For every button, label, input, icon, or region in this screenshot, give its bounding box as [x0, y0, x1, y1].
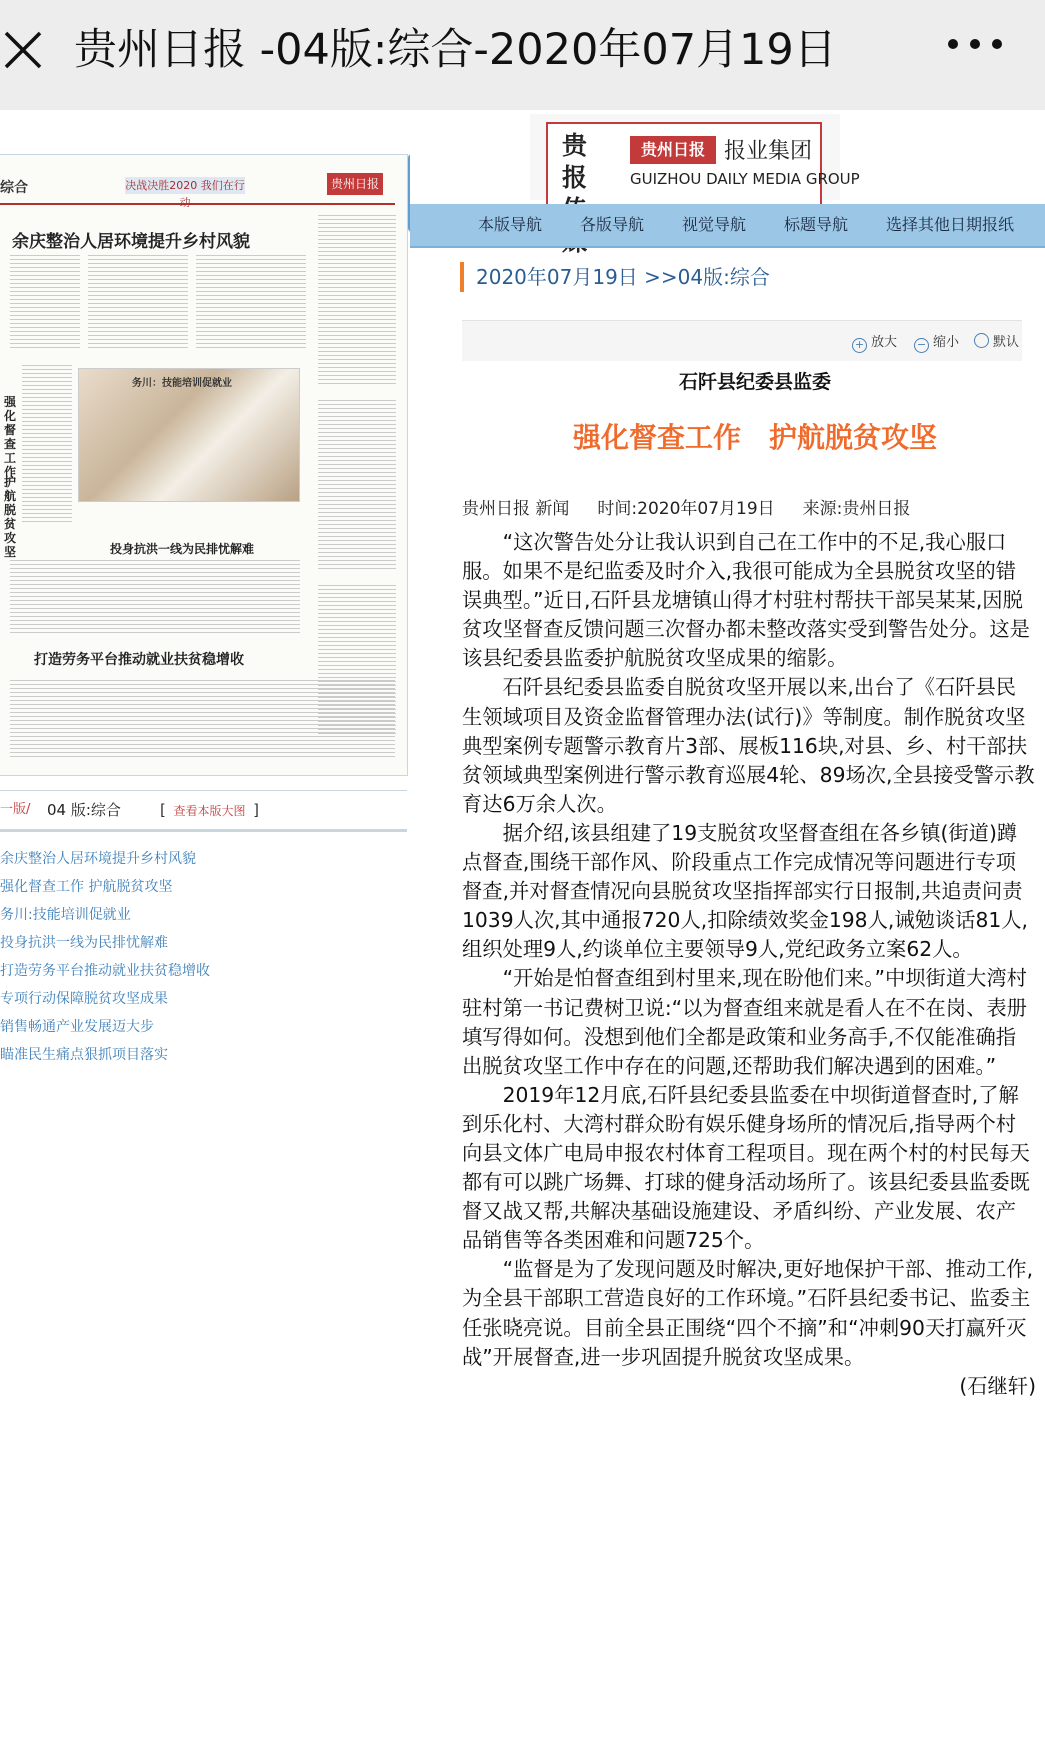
more-dots-icon: [948, 39, 958, 49]
article-signature: (石继轩): [959, 1373, 1036, 1398]
more-dot: [970, 39, 980, 49]
logo-en-text: GUIZHOU DAILY MEDIA GROUP: [630, 170, 860, 188]
thumb-text-block: [10, 560, 300, 635]
thumb-header: [0, 173, 395, 209]
article-time: 时间:2020年07月19日: [597, 499, 775, 519]
close-button[interactable]: [0, 20, 46, 80]
bracket-right: ]: [253, 801, 260, 819]
article-list-item[interactable]: 投身抗洪一线为民排忧解难: [0, 935, 168, 951]
article-meta: [462, 494, 938, 519]
logo-group-text: 报业集团: [724, 139, 813, 164]
thumb-text-block: [318, 215, 396, 385]
nav-item[interactable]: 视觉导航: [682, 215, 747, 234]
window-title: 贵州日报 -04版:综合-2020年07月19日: [74, 25, 837, 75]
article-list-item[interactable]: 瞄准民生痛点狠抓项目落实: [0, 1047, 168, 1063]
close-icon: [3, 30, 43, 70]
article-paragraph: 据介绍,该县组建了19支脱贫攻坚督查组在各乡镇(街道)蹲点督查,围绕干部作风、阶段重点工作完成情况等问题进行专项督查,并对督查情况向县脱贫攻坚指挥部实行日报制,共追责问责1039人次,其中通报720人,扣除绩效奖金198人,诫勉谈话81人,组织处理9人,约谈单位主要领导9人,党纪政务立案62人。: [462, 820, 1028, 962]
article-origin: 来源:贵州日报: [802, 499, 911, 519]
breadcrumb: [460, 262, 770, 292]
shrink-button[interactable]: [914, 331, 959, 353]
nav-bar: [410, 204, 1045, 248]
minus-icon: −: [914, 338, 929, 353]
thumb-banner: 决战决胜2020 我们在行动: [125, 179, 245, 209]
article-paragraph: “开始是怕督查组到村里来,现在盼他们来。”中坝街道大湾村驻村第一书记费树卫说:“以为督查组来就是看人在不在岗、表册填写得如何。没想到他们全都是政策和业务高手,不仅能准确指出脱贫攻坚工作中存在的问题,还帮助我们解决遇到的困难。”: [462, 966, 1027, 1078]
enlarge-label: 放大: [871, 335, 898, 350]
thumb-headline-3[interactable]: 打造劳务平台推动就业扶贫稳增收: [34, 652, 244, 668]
article-paragraph: “监督是为了发现问题及时解决,更好地保护干部、推动工作,为全县干部职工营造良好的工作环境。”石阡县纪委书记、监委主任张晓亮说。目前全县正围绕“四个不摘”和“冲刺90天打赢歼灭战”开展督查,进一步巩固提升脱贫攻坚成果。: [462, 1257, 1034, 1369]
breadcrumb-date[interactable]: 2020年07月19日: [476, 265, 638, 289]
current-page-label: 04 版:综合: [47, 801, 121, 819]
page-line: [0, 790, 407, 832]
more-options-button[interactable]: [940, 30, 1010, 60]
nav-item[interactable]: 选择其他日期报纸: [886, 215, 1015, 234]
thumb-text-block: [88, 255, 188, 350]
more-dot: [992, 39, 1002, 49]
view-full-page-label: 查看本版大图: [173, 804, 246, 818]
enlarge-button[interactable]: [852, 331, 897, 353]
logo-cn-text: 贵报: [562, 131, 588, 192]
logo-red-box: 贵州日报: [630, 136, 716, 164]
prev-page-link[interactable]: 一版/: [0, 802, 31, 817]
nav-item[interactable]: 各版导航: [580, 215, 645, 234]
article-headline: 强化督查工作 护航脱贫攻坚: [572, 421, 937, 454]
shrink-label: 缩小: [933, 335, 960, 350]
left-pane: [0, 110, 410, 1762]
default-size-button[interactable]: [974, 331, 1019, 350]
nav-item[interactable]: 本版导航: [478, 215, 543, 234]
article-list-item[interactable]: 务川:技能培训促就业: [0, 907, 131, 923]
article-source-label: 贵州日报 新闻: [462, 499, 570, 519]
article-paragraph: 2019年12月底,石阡县纪委县监委在中坝街道督查时,了解到乐化村、大湾村群众盼有娱乐健身场所的情况后,指导两个村向县文体广电局申报农村体育工程项目。现在两个村的村民每天都有可以跳广场舞、打球的健身活动场所了。该县纪委县监委既督又战又帮,共解决基础设施建设、矛盾纠纷、产业发展、农产品销售等各类困难和问题725个。: [462, 1082, 1030, 1253]
media-group-logo: [530, 114, 860, 200]
default-size-label: 默认: [993, 335, 1020, 350]
article-list-item[interactable]: 余庆整治人居环境提升乡村风貌: [0, 851, 196, 867]
article-body: [462, 528, 1036, 1401]
thumb-text-block: [10, 680, 395, 760]
thumb-text-block: [318, 400, 396, 570]
bracket-left: [: [160, 801, 166, 819]
thumb-headline-1[interactable]: 余庆整治人居环境提升乡村风貌: [12, 232, 250, 252]
logo-frame: [546, 122, 860, 208]
article-paragraph: 石阡县纪委县监委自脱贫攻坚开展以来,出台了《石阡县民生领域项目及资金监督管理办法(试行)》等制度。制作脱贫攻坚典型案例专题警示教育片3部、展板116块,对县、乡、村干部扶贫领域典型案例进行警示教育巡展4轮、89场次,全县接受警示教育达6万余人次。: [462, 675, 1035, 816]
thumb-text-block: [22, 365, 72, 525]
breadcrumb-separator: >>: [637, 265, 678, 289]
article-subtitle: 石阡县纪委县监委: [678, 371, 831, 393]
thumb-text-block: [10, 255, 80, 350]
top-bar: [0, 0, 1045, 111]
view-full-page-link[interactable]: [160, 791, 259, 830]
thumb-vertical-title-2[interactable]: 护航脱贫攻坚: [4, 475, 17, 559]
breadcrumb-section[interactable]: 04版:综合: [677, 265, 770, 289]
page-thumbnail[interactable]: [0, 154, 408, 776]
article-list: [0, 845, 407, 1069]
article-list-item[interactable]: 销售畅通产业发展迈大步: [0, 1019, 154, 1035]
nav-item[interactable]: 标题导航: [784, 215, 849, 234]
circle-icon: [974, 333, 989, 348]
thumb-vertical-title[interactable]: 强化督查工作: [4, 395, 17, 479]
article-list-item[interactable]: 专项行动保障脱贫攻坚成果: [0, 991, 168, 1007]
right-pane: [410, 110, 1045, 1762]
thumb-headline-2[interactable]: 投身抗洪一线为民排忧解难: [110, 542, 255, 556]
thumb-photo-caption: 务川：技能培训促就业: [132, 378, 232, 389]
article-paragraph: “这次警告处分让我认识到自己在工作中的不足,我心服口服。如果不是纪监委及时介入,我很可能成为全县脱贫攻坚的错误典型。”近日,石阡县龙塘镇山得才村驻村帮扶干部吴某某,因脱贫攻坚督查反馈问题三次督办都未整改落实受到警告处分。这是该县纪委县监委护航脱贫攻坚成果的缩影。: [462, 530, 1030, 671]
font-size-bar: [462, 320, 1022, 361]
thumb-section-label: 综合: [0, 180, 28, 196]
thumb-masthead: 贵州日报: [327, 173, 383, 195]
article-list-item[interactable]: 打造劳务平台推动就业扶贫稳增收: [0, 963, 210, 979]
plus-icon: +: [852, 338, 867, 353]
article-list-item[interactable]: 强化督查工作 护航脱贫攻坚: [0, 879, 173, 895]
thumb-text-block: [196, 255, 306, 350]
